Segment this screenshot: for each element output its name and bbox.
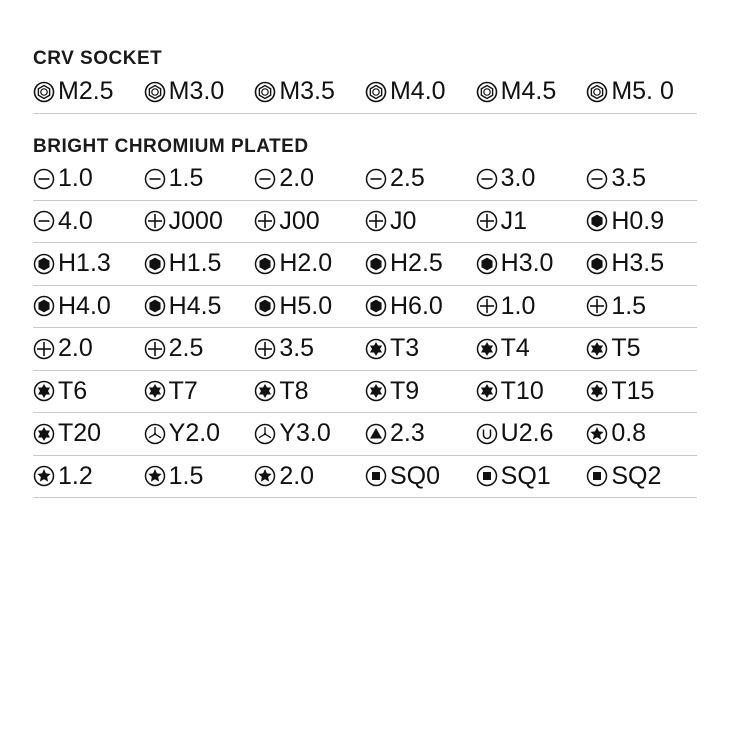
bit-label: 1.0 — [58, 164, 93, 193]
bit-cell — [586, 243, 697, 286]
bit-cell — [33, 328, 144, 371]
bit-label: 4.0 — [58, 206, 93, 235]
hex-icon — [144, 253, 166, 275]
slotted-icon — [33, 210, 55, 232]
bit-label: T7 — [168, 376, 198, 405]
bit-cell — [476, 243, 587, 286]
bit-label: Y3.0 — [279, 419, 331, 448]
bit-label: 2.5 — [168, 334, 204, 363]
torx-icon — [33, 423, 55, 445]
bit-cell — [254, 243, 365, 286]
bit-cell — [365, 286, 476, 329]
bit-cell — [33, 286, 144, 329]
hex-socket-icon — [476, 81, 498, 103]
torx-icon — [476, 380, 498, 402]
hex-icon — [365, 295, 387, 317]
hex-socket-icon — [33, 81, 55, 103]
bit-label: 1.5 — [168, 164, 204, 193]
bit-cell — [476, 328, 587, 371]
hex-icon — [254, 295, 276, 317]
bit-cell — [365, 413, 476, 456]
bit-label: T10 — [500, 376, 544, 405]
square-icon — [476, 465, 498, 487]
hex-socket-icon — [144, 81, 166, 103]
bit-size-sheet — [33, 48, 697, 498]
bit-label: SQ1 — [500, 461, 551, 490]
slotted-icon — [365, 168, 387, 190]
hex-icon — [144, 295, 166, 317]
bit-cell — [144, 201, 255, 244]
torx-icon — [365, 380, 387, 402]
bit-label: J1 — [500, 206, 528, 235]
bit-label: 1.0 — [500, 291, 536, 320]
torx-icon — [33, 380, 55, 402]
bit-label: T5 — [611, 334, 641, 363]
bit-cell — [365, 371, 476, 414]
bit-cell — [254, 286, 365, 329]
bit-label: H5.0 — [279, 291, 333, 320]
phillips-icon — [144, 338, 166, 360]
section-title-crv-socket: CRV SOCKET — [33, 48, 163, 69]
phillips-icon — [476, 210, 498, 232]
bit-label: 0.8 — [611, 419, 647, 448]
crv-socket-grid — [33, 70, 697, 114]
square-icon — [586, 465, 608, 487]
bit-cell — [33, 371, 144, 414]
bit-cell — [254, 413, 365, 456]
tri-wing-icon — [254, 423, 276, 445]
bit-label: 2.5 — [389, 164, 425, 193]
hex-socket-icon — [254, 81, 276, 103]
torx-icon — [254, 380, 276, 402]
phillips-icon — [476, 295, 498, 317]
bit-label: H6.0 — [389, 291, 443, 320]
bright-chromium-grid — [33, 158, 697, 498]
bit-label: M3.5 — [279, 77, 335, 105]
bit-label: H0.9 — [611, 206, 665, 235]
section-title-bright-chromium: BRIGHT CHROMIUM PLATED — [33, 136, 309, 157]
bit-cell — [476, 413, 587, 456]
bit-cell — [254, 70, 365, 114]
bit-cell — [365, 70, 476, 114]
bit-label: H3.0 — [500, 249, 554, 278]
slotted-icon — [144, 168, 166, 190]
phillips-icon — [254, 210, 276, 232]
bit-label: SQ0 — [389, 461, 441, 490]
bit-label: 1.5 — [168, 461, 204, 490]
bit-label: H1.3 — [58, 249, 111, 278]
bit-cell — [254, 371, 365, 414]
hex-icon — [33, 295, 55, 317]
triangle-icon — [365, 423, 387, 445]
torx-icon — [365, 338, 387, 360]
phillips-icon — [254, 338, 276, 360]
bit-label: M5. 0 — [611, 77, 674, 105]
bit-label: M4.0 — [389, 77, 446, 105]
bit-label: H4.5 — [168, 291, 222, 320]
bit-label: T4 — [500, 334, 530, 363]
bit-cell — [144, 456, 255, 499]
bit-label: H2.0 — [279, 249, 333, 278]
pentalobe-icon — [254, 465, 276, 487]
bit-label: U2.6 — [500, 419, 554, 448]
torx-icon — [586, 338, 608, 360]
bit-cell — [586, 201, 697, 244]
bit-cell — [33, 158, 144, 201]
bit-label: 3.0 — [500, 164, 536, 193]
bit-cell — [365, 456, 476, 499]
torx-icon — [586, 380, 608, 402]
hex-socket-icon — [586, 81, 608, 103]
bit-cell — [476, 70, 587, 114]
bit-label: T15 — [611, 376, 655, 405]
bit-cell — [144, 413, 255, 456]
bit-cell — [33, 243, 144, 286]
hex-icon — [365, 253, 387, 275]
phillips-icon — [586, 295, 608, 317]
bit-label: 2.0 — [279, 164, 315, 193]
bit-cell — [144, 158, 255, 201]
bit-cell — [365, 201, 476, 244]
bit-cell — [476, 286, 587, 329]
hex-icon — [586, 210, 608, 232]
bit-cell — [476, 371, 587, 414]
bit-label: 3.5 — [279, 334, 315, 363]
square-icon — [365, 465, 387, 487]
bit-label: J000 — [168, 206, 223, 235]
pentalobe-icon — [33, 465, 55, 487]
bit-label: 2.0 — [279, 461, 315, 490]
pentalobe-icon — [586, 423, 608, 445]
bit-cell — [33, 413, 144, 456]
u-icon — [476, 423, 498, 445]
bit-cell — [144, 328, 255, 371]
bit-cell — [586, 70, 697, 114]
bit-label: H1.5 — [168, 249, 222, 278]
hex-icon — [586, 253, 608, 275]
bit-cell — [586, 456, 697, 499]
bit-cell — [586, 158, 697, 201]
torx-icon — [476, 338, 498, 360]
bit-label: Y2.0 — [168, 419, 221, 448]
bit-cell — [476, 201, 587, 244]
torx-icon — [144, 380, 166, 402]
pentalobe-icon — [144, 465, 166, 487]
bit-label: J00 — [279, 206, 320, 235]
hex-icon — [254, 253, 276, 275]
bit-cell — [476, 158, 587, 201]
bit-label: H2.5 — [389, 249, 443, 278]
phillips-icon — [144, 210, 166, 232]
tri-wing-icon — [144, 423, 166, 445]
bit-cell — [144, 286, 255, 329]
bit-label: T8 — [279, 376, 309, 405]
bit-label: 3.5 — [611, 164, 647, 193]
slotted-icon — [586, 168, 608, 190]
bit-label: M2.5 — [58, 77, 114, 105]
slotted-icon — [476, 168, 498, 190]
bit-label: H3.5 — [611, 249, 665, 278]
bit-label: T6 — [58, 376, 88, 405]
bit-cell — [365, 328, 476, 371]
bit-cell — [254, 158, 365, 201]
bit-label: H4.0 — [58, 291, 111, 320]
bit-label: 1.5 — [611, 291, 647, 320]
bit-cell — [33, 201, 144, 244]
bit-cell — [254, 328, 365, 371]
bit-cell — [33, 70, 144, 114]
bit-cell — [33, 456, 144, 499]
slotted-icon — [254, 168, 276, 190]
bit-cell — [365, 243, 476, 286]
bit-label: 2.3 — [389, 419, 425, 448]
hex-socket-icon — [365, 81, 387, 103]
slotted-icon — [33, 168, 55, 190]
bit-label: 1.2 — [58, 461, 93, 490]
bit-cell — [365, 158, 476, 201]
phillips-icon — [365, 210, 387, 232]
hex-icon — [476, 253, 498, 275]
bit-cell — [144, 371, 255, 414]
bit-cell — [144, 70, 255, 114]
bit-label: SQ2 — [611, 461, 662, 490]
bit-label: M3.0 — [168, 77, 225, 105]
bit-cell — [586, 413, 697, 456]
bit-cell — [254, 456, 365, 499]
bit-cell — [476, 456, 587, 499]
bit-cell — [144, 243, 255, 286]
bit-label: M4.5 — [500, 77, 557, 105]
bit-label: T9 — [389, 376, 420, 405]
bit-cell — [586, 371, 697, 414]
bit-label: 2.0 — [58, 334, 93, 363]
bit-cell — [254, 201, 365, 244]
bit-cell — [586, 286, 697, 329]
hex-icon — [33, 253, 55, 275]
bit-label: T3 — [389, 334, 420, 363]
bit-label: J0 — [389, 206, 417, 235]
bit-label: T20 — [58, 419, 102, 448]
bit-cell — [586, 328, 697, 371]
phillips-icon — [33, 338, 55, 360]
